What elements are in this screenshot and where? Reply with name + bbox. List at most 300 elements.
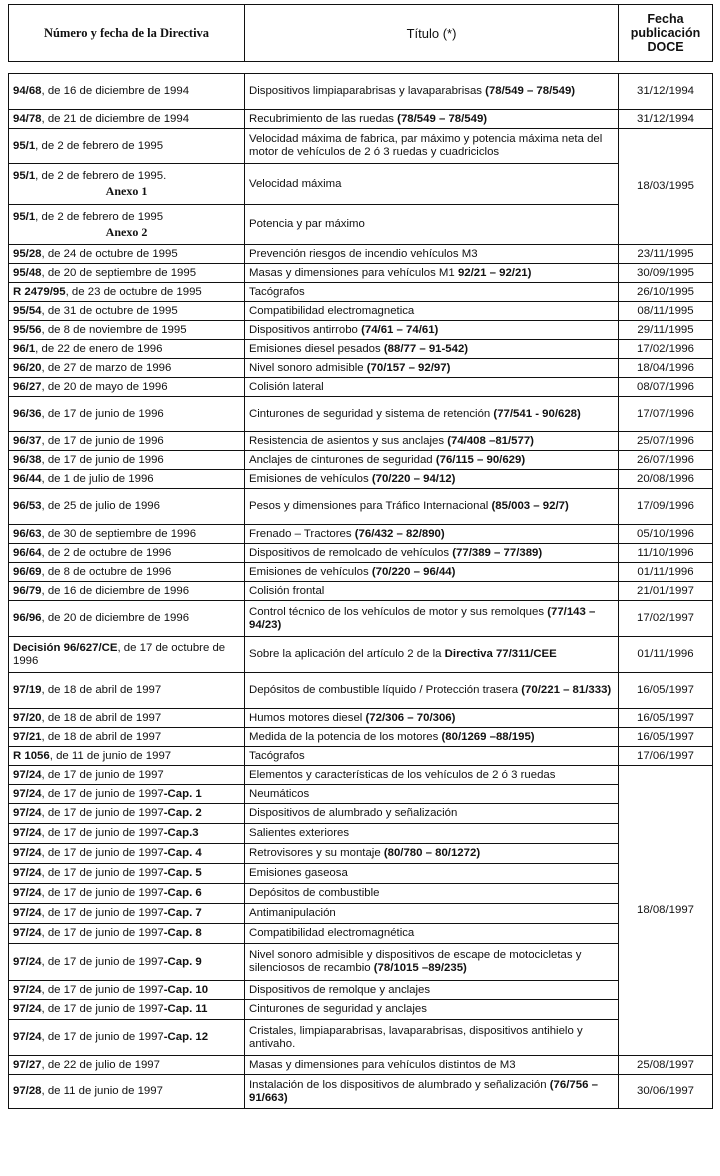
table-row bbox=[9, 1000, 713, 1020]
directive-number-cell bbox=[9, 205, 245, 245]
directive-number-cell bbox=[9, 804, 245, 824]
directive-title-cell bbox=[245, 397, 619, 432]
directive-number-cell bbox=[9, 397, 245, 432]
publication-date: 17/09/1996 bbox=[619, 489, 713, 525]
directive-date-text: , de 17 de junio de 1997 bbox=[41, 983, 164, 996]
directive-date-text: , de 1 de julio de 1996 bbox=[41, 472, 154, 485]
table-row bbox=[9, 378, 713, 397]
directive-number-cell bbox=[9, 563, 245, 582]
table-row bbox=[9, 904, 713, 924]
header-spacer bbox=[8, 62, 712, 73]
directive-number-cell bbox=[9, 728, 245, 747]
directive-title: Control técnico de los vehículos de motor y sus remolques bbox=[249, 605, 548, 618]
directive-number-cell bbox=[9, 944, 245, 981]
table-row bbox=[9, 544, 713, 563]
directive-title-cell bbox=[245, 864, 619, 884]
directive-number-cell bbox=[9, 129, 245, 164]
directive-number: 96/63 bbox=[13, 527, 42, 540]
table-row bbox=[9, 766, 713, 785]
table-row bbox=[9, 1056, 713, 1075]
directive-title-cell bbox=[245, 129, 619, 164]
directive-title-cell bbox=[245, 728, 619, 747]
directive-date-text: , de 2 de febrero de 1995 bbox=[35, 210, 164, 223]
table-row bbox=[9, 110, 713, 129]
directive-title-cell bbox=[245, 804, 619, 824]
directive-number: 96/69 bbox=[13, 565, 42, 578]
directive-number: 96/36 bbox=[13, 407, 42, 420]
directive-title-cell bbox=[245, 844, 619, 864]
directive-title: Elementos y características de los vehículos de 2 ó 3 ruedas bbox=[249, 768, 556, 781]
directive-number: 95/54 bbox=[13, 304, 42, 317]
table-row bbox=[9, 359, 713, 378]
table-row bbox=[9, 981, 713, 1000]
publication-date: 31/12/1994 bbox=[619, 110, 713, 129]
directive-number: 97/24 bbox=[13, 887, 42, 899]
table-row bbox=[9, 1075, 713, 1109]
table-row bbox=[9, 264, 713, 283]
directive-number-cell bbox=[9, 864, 245, 884]
directive-number: 96/53 bbox=[13, 500, 42, 512]
directive-title: Sobre la aplicación del artículo 2 de la bbox=[249, 648, 445, 660]
directive-date-text: , de 17 de junio de 1997 bbox=[41, 907, 164, 919]
directive-date-text: , de 2 de octubre de 1996 bbox=[41, 546, 172, 559]
directive-title: Antimanipulación bbox=[249, 907, 336, 919]
publication-date: 17/02/1997 bbox=[619, 601, 713, 637]
header-line: Fecha bbox=[647, 12, 684, 26]
publication-date: 11/10/1996 bbox=[619, 544, 713, 563]
directive-title-cell bbox=[245, 432, 619, 451]
directive-number: 95/1 bbox=[13, 210, 36, 223]
directive-reference: (88/77 – 91-542) bbox=[383, 342, 469, 355]
directive-reference: (85/003 – 92/7) bbox=[491, 500, 569, 512]
directive-reference: 92/21 – 92/21) bbox=[457, 266, 532, 279]
table-row bbox=[9, 164, 713, 205]
directive-title: Masas y dimensiones para vehículos distintos de M3 bbox=[249, 1058, 516, 1071]
directive-number-cell bbox=[9, 824, 245, 844]
directive-number: 97/24 bbox=[13, 827, 42, 839]
directive-title-cell bbox=[245, 245, 619, 264]
directive-number: 97/24 bbox=[13, 807, 42, 819]
directive-number-cell bbox=[9, 432, 245, 451]
directive-title-cell bbox=[245, 601, 619, 637]
directive-date-text: , de 22 de julio de 1997 bbox=[41, 1058, 160, 1071]
directive-number-cell bbox=[9, 340, 245, 359]
directive-chapter: -Cap. 1 bbox=[163, 787, 202, 800]
directive-reference: Directiva 77/311/CEE bbox=[444, 648, 557, 660]
directive-number: Decisión 96/627/CE bbox=[13, 641, 118, 654]
directive-number-cell bbox=[9, 1056, 245, 1075]
directive-reference: (70/220 – 96/44) bbox=[371, 565, 456, 578]
directive-date-text: , de 20 de diciembre de 1996 bbox=[41, 612, 190, 624]
directive-title-cell bbox=[245, 110, 619, 129]
directive-number-cell bbox=[9, 1020, 245, 1056]
directive-number: 95/56 bbox=[13, 323, 42, 336]
table-row bbox=[9, 397, 713, 432]
directive-number: 94/78 bbox=[13, 112, 42, 125]
directive-title-cell bbox=[245, 637, 619, 673]
directive-number-cell bbox=[9, 378, 245, 397]
directive-chapter: -Cap. 6 bbox=[163, 887, 202, 899]
directive-number-cell bbox=[9, 766, 245, 785]
directive-date-text: , de 17 de junio de 1997 bbox=[41, 847, 164, 859]
column-header-number-date: Número y fecha de la Directiva bbox=[9, 5, 245, 62]
directive-title-cell bbox=[245, 1075, 619, 1109]
directive-number-cell bbox=[9, 709, 245, 728]
directive-date-text: , de 17 de junio de 1996 bbox=[41, 434, 164, 447]
directive-title: Masas y dimensiones para vehículos M1 bbox=[249, 266, 458, 279]
table-row bbox=[9, 245, 713, 264]
directive-number-cell bbox=[9, 1000, 245, 1020]
publication-date: 17/07/1996 bbox=[619, 397, 713, 432]
header-line: DOCE bbox=[647, 40, 684, 54]
directive-number-cell bbox=[9, 924, 245, 944]
directive-date-text: , de 17 de junio de 1997 bbox=[41, 768, 164, 781]
directive-number: 97/24 bbox=[13, 768, 42, 781]
publication-date: 05/10/1996 bbox=[619, 525, 713, 544]
directive-number: 97/28 bbox=[13, 1085, 42, 1097]
publication-date: 29/11/1995 bbox=[619, 321, 713, 340]
publication-date: 16/05/1997 bbox=[619, 673, 713, 709]
directive-title: Emisiones de vehículos bbox=[249, 565, 372, 578]
publication-date: 17/06/1997 bbox=[619, 747, 713, 766]
directive-title-cell bbox=[245, 747, 619, 766]
table-row bbox=[9, 302, 713, 321]
header-table bbox=[8, 4, 713, 62]
directive-title: Dispositivos limpiaparabrisas y lavaparabrisas bbox=[249, 85, 486, 97]
table-row bbox=[9, 728, 713, 747]
directive-chapter: -Cap. 11 bbox=[163, 1003, 208, 1015]
directive-title-cell bbox=[245, 563, 619, 582]
column-header-publication-date bbox=[619, 5, 713, 62]
directive-title-cell bbox=[245, 74, 619, 110]
directive-title: Nivel sonoro admisible y dispositivos de escape de motocicletas y silenciosos de recambio bbox=[249, 949, 582, 974]
publication-date: 26/10/1995 bbox=[619, 283, 713, 302]
directive-reference: (78/549 – 78/549) bbox=[485, 85, 576, 97]
directive-number-cell bbox=[9, 981, 245, 1000]
table-row bbox=[9, 884, 713, 904]
directive-number-cell bbox=[9, 884, 245, 904]
directive-number: 96/64 bbox=[13, 546, 42, 559]
publication-date: 25/08/1997 bbox=[619, 1056, 713, 1075]
directive-date-text: , de 17 de junio de 1997 bbox=[41, 955, 164, 968]
directive-title: Dispositivos antirrobo bbox=[249, 323, 362, 336]
directive-number: 96/1 bbox=[13, 342, 36, 355]
directive-date-text: , de 17 de junio de 1997 bbox=[41, 807, 164, 819]
directive-title: Resistencia de asientos y sus anclajes bbox=[249, 434, 448, 447]
directive-number: R 2479/95 bbox=[13, 285, 66, 298]
publication-date: 16/05/1997 bbox=[619, 728, 713, 747]
table-row bbox=[9, 321, 713, 340]
publication-date: 01/11/1996 bbox=[619, 637, 713, 673]
table-row bbox=[9, 563, 713, 582]
table-row bbox=[9, 1020, 713, 1056]
directive-title: Tacógrafos bbox=[249, 285, 305, 298]
directive-title: Neumáticos bbox=[249, 787, 310, 800]
directive-number-cell bbox=[9, 489, 245, 525]
table-row bbox=[9, 432, 713, 451]
directive-title-cell bbox=[245, 164, 619, 205]
table-row bbox=[9, 470, 713, 489]
directive-title-cell bbox=[245, 489, 619, 525]
directive-date-text: , de 11 de junio de 1997 bbox=[49, 749, 172, 762]
publication-date: 18/03/1995 bbox=[619, 129, 713, 245]
directive-title-cell bbox=[245, 283, 619, 302]
directive-number-cell bbox=[9, 359, 245, 378]
directive-title-cell bbox=[245, 766, 619, 785]
directive-date-text: , de 18 de abril de 1997 bbox=[41, 711, 162, 724]
directive-date-text: , de 18 de abril de 1997 bbox=[41, 730, 162, 743]
directive-title: Compatibilidad electromagnetica bbox=[249, 304, 415, 317]
directive-reference: (77/541 - 90/628) bbox=[493, 407, 581, 420]
directive-number-cell bbox=[9, 302, 245, 321]
directive-number: 95/1 bbox=[13, 170, 36, 182]
directive-title: Dispositivos de remolcado de vehículos bbox=[249, 546, 453, 559]
column-header-title: Título (*) bbox=[245, 5, 619, 62]
table-row bbox=[9, 74, 713, 110]
directive-date-text: , de 17 de junio de 1997 bbox=[41, 827, 164, 839]
directive-title: Depósitos de combustible bbox=[249, 887, 380, 899]
directive-number: 97/19 bbox=[13, 684, 42, 696]
directive-title-cell bbox=[245, 824, 619, 844]
directive-title-cell bbox=[245, 359, 619, 378]
table-row bbox=[9, 489, 713, 525]
directive-reference: (80/780 – 80/1272) bbox=[383, 847, 481, 859]
directive-number-cell bbox=[9, 245, 245, 264]
directive-title: Cinturones de seguridad y anclajes bbox=[249, 1003, 427, 1015]
directive-reference: (78/549 – 78/549) bbox=[397, 112, 488, 125]
directive-number-cell bbox=[9, 321, 245, 340]
publication-date: 17/02/1996 bbox=[619, 340, 713, 359]
directive-title-cell bbox=[245, 302, 619, 321]
directive-number-cell bbox=[9, 601, 245, 637]
directive-title: Colisión lateral bbox=[249, 380, 324, 393]
directive-date-text: , de 25 de julio de 1996 bbox=[41, 500, 160, 512]
directive-number: 95/48 bbox=[13, 266, 42, 279]
directive-date-text: , de 20 de septiembre de 1995 bbox=[41, 266, 197, 279]
directive-title: Prevención riesgos de incendio vehículos M3 bbox=[249, 247, 478, 260]
directive-number-cell bbox=[9, 904, 245, 924]
directive-chapter: -Cap. 9 bbox=[163, 955, 202, 968]
directive-number: 97/24 bbox=[13, 983, 42, 996]
directive-number: 94/68 bbox=[13, 85, 42, 97]
directives-document bbox=[8, 4, 712, 1109]
publication-date: 20/08/1996 bbox=[619, 470, 713, 489]
directive-number-cell bbox=[9, 470, 245, 489]
directive-title-cell bbox=[245, 1020, 619, 1056]
directive-number: 96/20 bbox=[13, 361, 42, 374]
directive-reference: (80/1269 –88/195) bbox=[441, 730, 535, 743]
publication-date: 01/11/1996 bbox=[619, 563, 713, 582]
directive-title-cell bbox=[245, 924, 619, 944]
directive-title: Tacógrafos bbox=[249, 749, 305, 762]
publication-date: 31/12/1994 bbox=[619, 74, 713, 110]
directive-number: 95/28 bbox=[13, 247, 42, 260]
table-row bbox=[9, 747, 713, 766]
directive-title: Velocidad máxima de fabrica, par máximo y potencia máxima neta del motor de vehículos de 2 ó 3 ruedas y cuadriciclos bbox=[249, 133, 603, 158]
table-row bbox=[9, 283, 713, 302]
directive-title: Velocidad máxima bbox=[249, 177, 342, 190]
directive-title-cell bbox=[245, 525, 619, 544]
directive-number: 97/24 bbox=[13, 867, 42, 879]
directive-date-text: , de 31 de octubre de 1995 bbox=[41, 304, 178, 317]
table-row bbox=[9, 525, 713, 544]
header-line: publicación bbox=[630, 26, 701, 40]
directive-number-cell bbox=[9, 544, 245, 563]
publication-date: 30/09/1995 bbox=[619, 264, 713, 283]
directive-date-text: , de 16 de diciembre de 1996 bbox=[41, 584, 190, 597]
directive-reference: (76/756 – 91/663) bbox=[249, 1078, 598, 1104]
directive-title-cell bbox=[245, 340, 619, 359]
directive-number: 97/24 bbox=[13, 955, 42, 968]
table-row bbox=[9, 804, 713, 824]
table-row bbox=[9, 709, 713, 728]
directive-title: Frenado – Tractores bbox=[249, 527, 355, 540]
directive-number-cell bbox=[9, 673, 245, 709]
directive-title: Dispositivos de remolque y anclajes bbox=[249, 983, 431, 996]
directive-date-text: , de 2 de febrero de 1995 bbox=[35, 139, 164, 152]
directive-date-text: , de 18 de abril de 1997 bbox=[41, 684, 162, 696]
directive-title: Cinturones de seguridad y sistema de retención bbox=[249, 407, 494, 420]
directive-number: 97/24 bbox=[13, 927, 42, 939]
directive-reference: (70/220 – 94/12) bbox=[371, 472, 456, 485]
directive-number: 95/1 bbox=[13, 139, 36, 152]
directive-date-text: , de 17 de junio de 1997 bbox=[41, 787, 164, 800]
directive-title: Medida de la potencia de los motores bbox=[249, 730, 442, 743]
directive-title-cell bbox=[245, 451, 619, 470]
header-row bbox=[9, 5, 713, 62]
directive-chapter: -Cap. 7 bbox=[163, 907, 202, 919]
directive-date-text: , de 17 de junio de 1997 bbox=[41, 1031, 164, 1043]
directive-title-cell bbox=[245, 785, 619, 804]
directive-number: 97/21 bbox=[13, 730, 42, 743]
directive-number-cell bbox=[9, 525, 245, 544]
directive-title: Depósitos de combustible líquido / Protección trasera bbox=[249, 684, 522, 696]
directive-title-cell bbox=[245, 321, 619, 340]
directive-title: Colisión frontal bbox=[249, 584, 325, 597]
directive-number: R 1056 bbox=[13, 749, 50, 762]
publication-date: 18/04/1996 bbox=[619, 359, 713, 378]
directive-date-text: , de 21 de diciembre de 1994 bbox=[41, 112, 190, 125]
table-row bbox=[9, 582, 713, 601]
directive-date-text: , de 23 de octubre de 1995 bbox=[65, 285, 202, 298]
directive-date-text: , de 17 de junio de 1997 bbox=[41, 927, 164, 939]
table-row bbox=[9, 637, 713, 673]
publication-date: 18/08/1997 bbox=[619, 766, 713, 1056]
directive-number-cell bbox=[9, 451, 245, 470]
directive-title-cell bbox=[245, 944, 619, 981]
table-row bbox=[9, 844, 713, 864]
table-row bbox=[9, 340, 713, 359]
table-row bbox=[9, 924, 713, 944]
directive-title: Compatibilidad electromagnética bbox=[249, 927, 415, 939]
directive-reference: (74/408 –81/577) bbox=[447, 434, 534, 447]
directive-number-cell bbox=[9, 582, 245, 601]
directive-date-text: , de 17 de junio de 1997 bbox=[41, 1003, 164, 1015]
directive-reference: (72/306 – 70/306) bbox=[365, 711, 456, 724]
directive-number: 96/44 bbox=[13, 472, 42, 485]
directive-chapter: -Cap. 10 bbox=[163, 983, 209, 996]
directive-date-text: , de 17 de junio de 1996 bbox=[41, 453, 164, 466]
publication-date: 30/06/1997 bbox=[619, 1075, 713, 1109]
directive-date-text: , de 8 de octubre de 1996 bbox=[41, 565, 172, 578]
directive-date-text: , de 17 de junio de 1997 bbox=[41, 887, 164, 899]
directive-number-cell bbox=[9, 785, 245, 804]
directive-title: Pesos y dimensiones para Tráfico Internacional bbox=[249, 500, 492, 512]
directives-table bbox=[8, 73, 713, 1109]
table-row bbox=[9, 864, 713, 884]
directive-reference: (70/221 – 81/333) bbox=[521, 684, 612, 696]
directive-title: Anclajes de cinturones de seguridad bbox=[249, 453, 436, 466]
directive-number: 97/27 bbox=[13, 1058, 42, 1071]
table-row bbox=[9, 451, 713, 470]
directive-number-cell bbox=[9, 844, 245, 864]
directive-chapter: -Cap. 12 bbox=[163, 1031, 209, 1043]
directive-number: 96/79 bbox=[13, 584, 42, 597]
directive-number-cell bbox=[9, 1075, 245, 1109]
directive-number: 97/24 bbox=[13, 787, 42, 800]
directive-reference: (76/115 – 90/629) bbox=[435, 453, 526, 466]
table-row bbox=[9, 944, 713, 981]
directive-title: Dispositivos de alumbrado y señalización bbox=[249, 807, 458, 819]
directive-title-cell bbox=[245, 378, 619, 397]
directive-title: Emisiones gaseosa bbox=[249, 867, 348, 879]
directive-title-cell bbox=[245, 582, 619, 601]
directive-number: 97/24 bbox=[13, 907, 42, 919]
directive-title: Potencia y par máximo bbox=[249, 218, 365, 230]
directive-title-cell bbox=[245, 544, 619, 563]
annex-label: Anexo 1 bbox=[105, 184, 148, 198]
directive-number: 96/37 bbox=[13, 434, 42, 447]
directive-chapter: -Cap. 8 bbox=[163, 927, 202, 939]
table-row bbox=[9, 673, 713, 709]
directive-number-cell bbox=[9, 283, 245, 302]
directive-title-cell bbox=[245, 470, 619, 489]
directive-title-cell bbox=[245, 205, 619, 245]
directive-date-text: , de 27 de marzo de 1996 bbox=[41, 361, 172, 374]
directive-title: Recubrimiento de las ruedas bbox=[249, 112, 398, 125]
directive-date-text: , de 17 de junio de 1997 bbox=[41, 867, 164, 879]
directive-number: 96/27 bbox=[13, 380, 42, 393]
directive-date-text: , de 16 de diciembre de 1994 bbox=[41, 85, 190, 97]
publication-date: 26/07/1996 bbox=[619, 451, 713, 470]
table-row bbox=[9, 129, 713, 164]
directive-title-cell bbox=[245, 1000, 619, 1020]
table-row bbox=[9, 824, 713, 844]
publication-date: 23/11/1995 bbox=[619, 245, 713, 264]
directive-title: Salientes exteriores bbox=[249, 827, 350, 839]
directive-number: 97/24 bbox=[13, 1003, 42, 1015]
directive-reference: (70/157 – 92/97) bbox=[366, 361, 451, 374]
directive-date-text: , de 17 de octubre de 1996 bbox=[13, 641, 226, 667]
directive-title-cell bbox=[245, 981, 619, 1000]
directive-chapter: -Cap. 4 bbox=[163, 847, 202, 859]
directive-title: Emisiones diesel pesados bbox=[249, 342, 384, 355]
table-row bbox=[9, 785, 713, 804]
directive-number: 96/96 bbox=[13, 612, 42, 624]
directive-number: 97/20 bbox=[13, 711, 42, 724]
directive-number: 97/24 bbox=[13, 847, 42, 859]
directive-title-cell bbox=[245, 264, 619, 283]
directive-title: Emisiones de vehículos bbox=[249, 472, 372, 485]
directive-number-cell bbox=[9, 110, 245, 129]
publication-date: 08/11/1995 bbox=[619, 302, 713, 321]
directive-chapter: -Cap. 2 bbox=[163, 807, 202, 819]
publication-date: 08/07/1996 bbox=[619, 378, 713, 397]
directive-title-cell bbox=[245, 709, 619, 728]
directive-date-text: , de 17 de junio de 1996 bbox=[41, 407, 164, 420]
directive-title: Humos motores diesel bbox=[249, 711, 366, 724]
directive-chapter: -Cap. 5 bbox=[163, 867, 202, 879]
